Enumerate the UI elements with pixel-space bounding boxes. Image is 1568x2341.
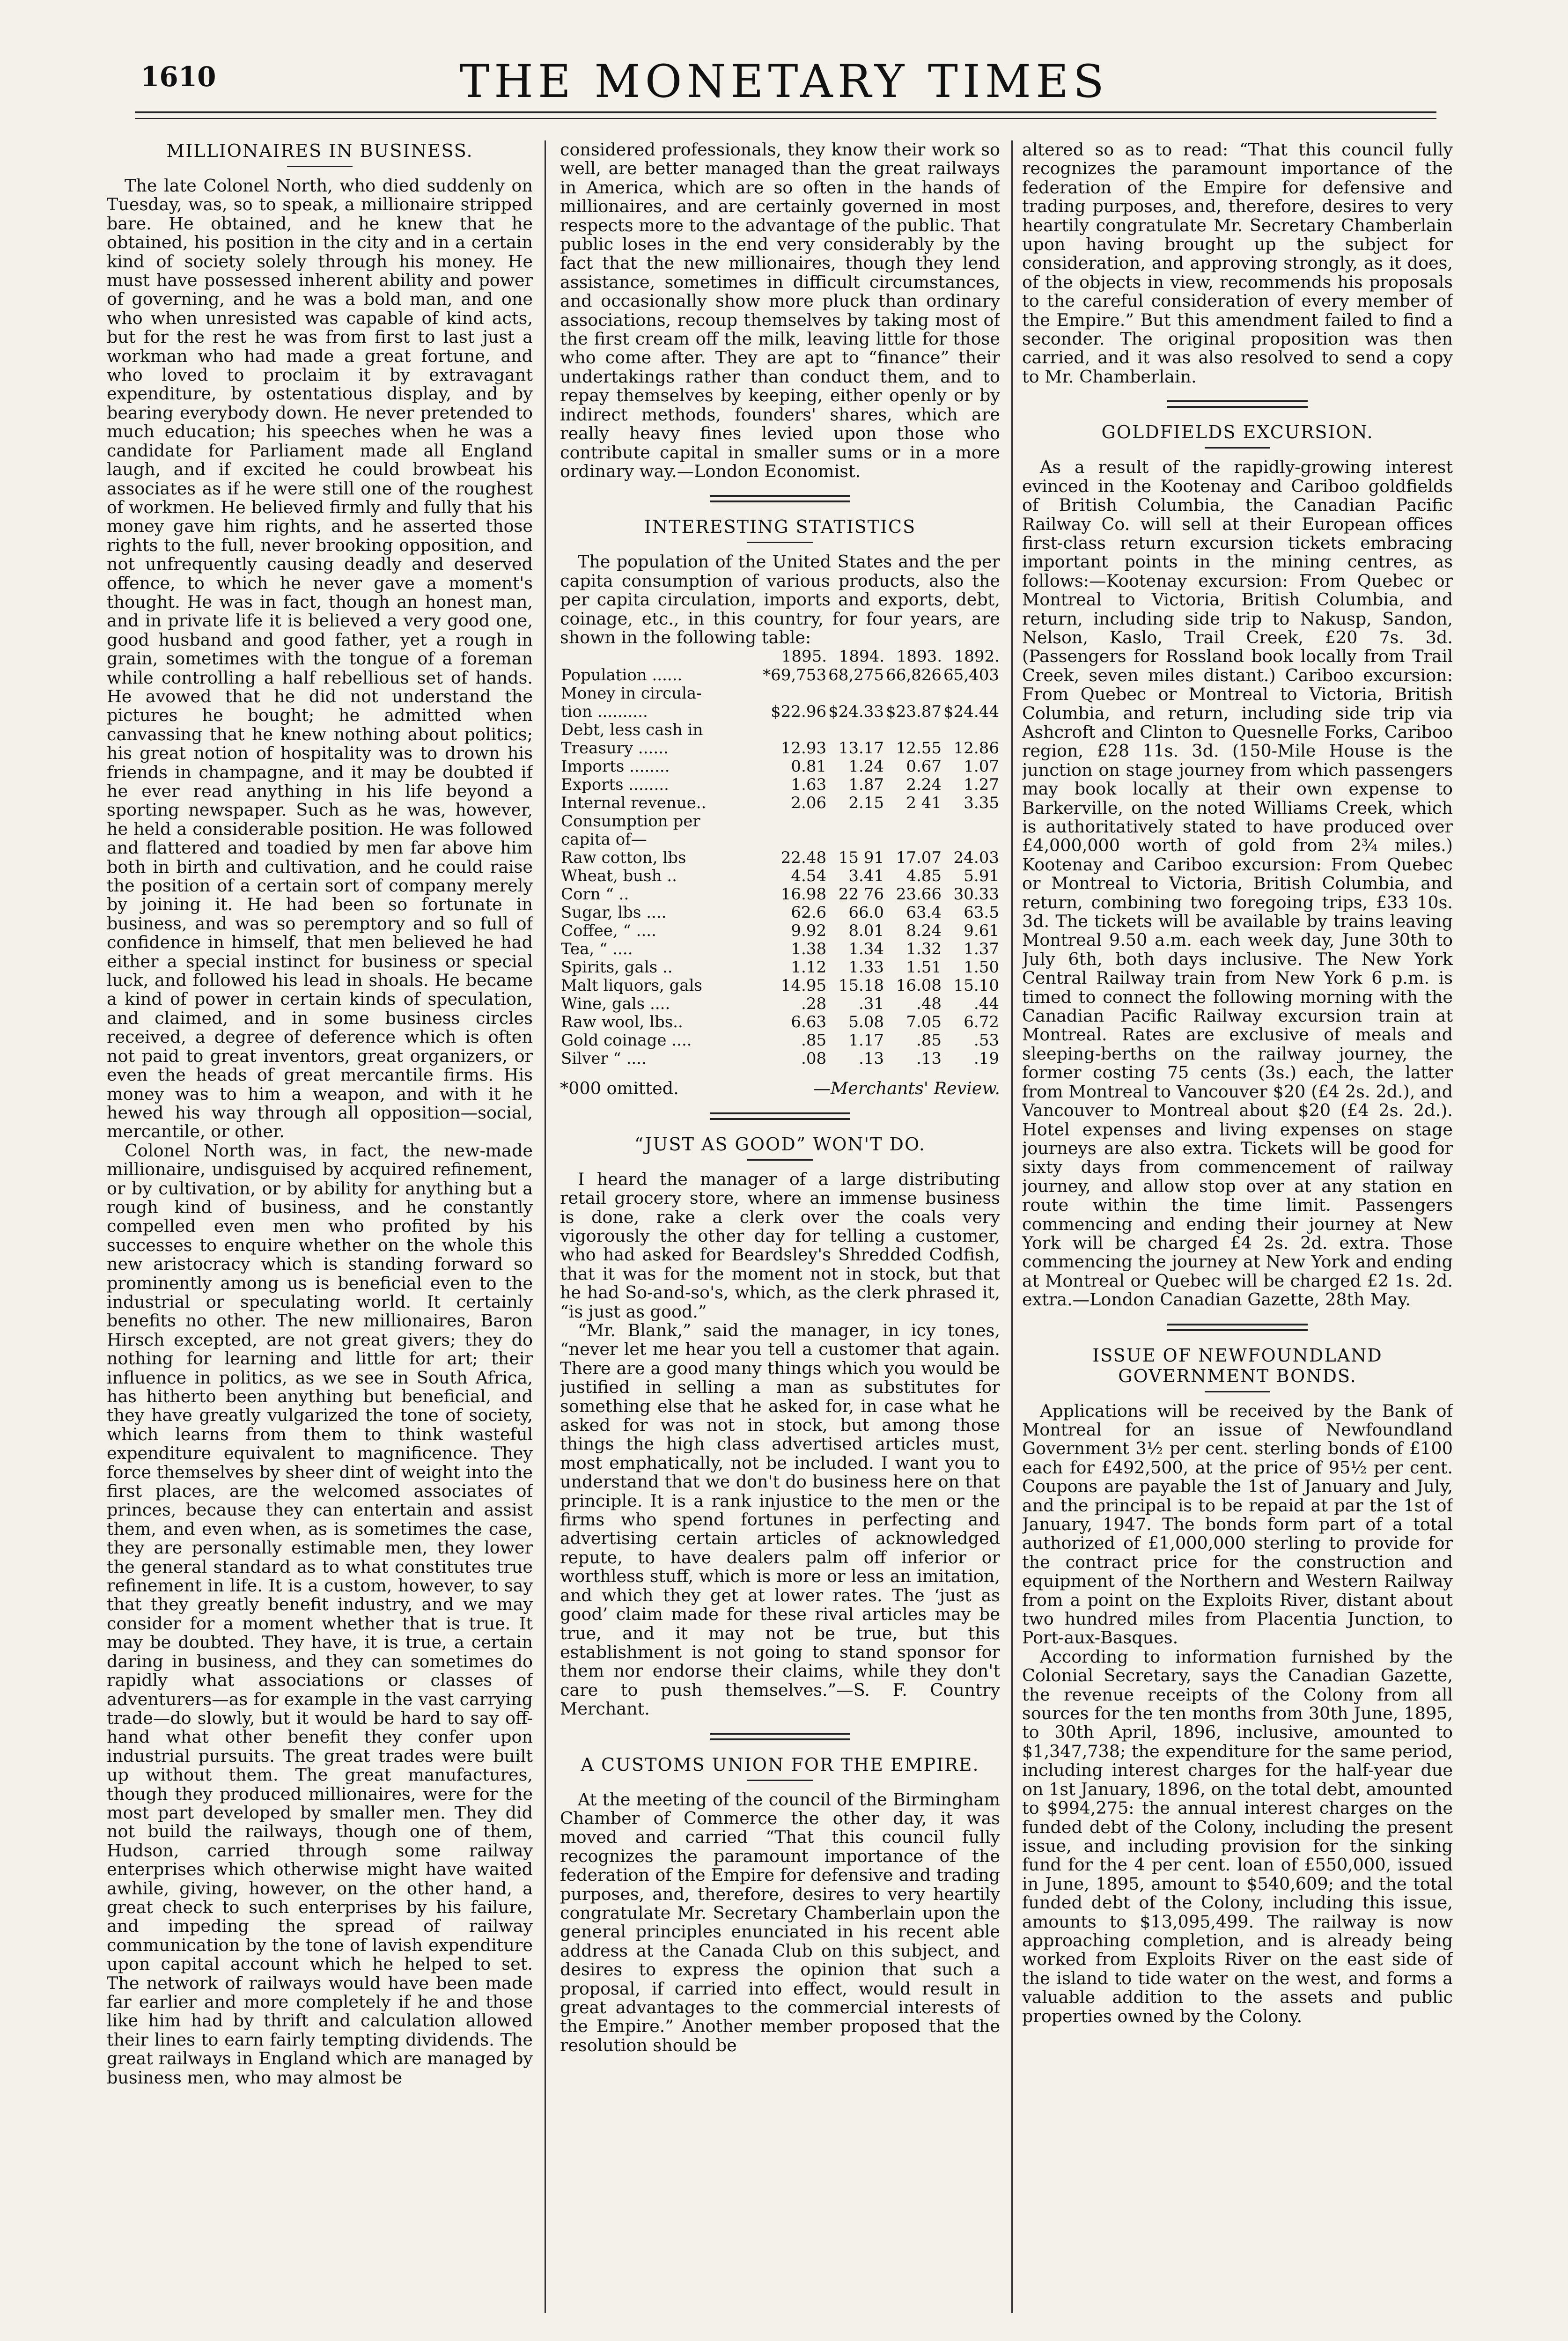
article-title: ISSUE OF NEWFOUNDLAND GOVERNMENT BONDS. bbox=[1092, 1345, 1383, 1386]
table-row bbox=[560, 867, 1000, 885]
table-cell: 1.37 bbox=[964, 940, 999, 959]
table-cell bbox=[942, 812, 1000, 831]
table-cell: 1.33 bbox=[848, 958, 884, 977]
table-cell: 4.54 bbox=[791, 867, 827, 886]
table-cell: 17.07 bbox=[896, 848, 942, 868]
table-cell: .85 bbox=[801, 1031, 827, 1050]
row-label: Coffee, “ .... bbox=[561, 921, 656, 941]
table-cell: 65,403 bbox=[943, 666, 999, 685]
table-row bbox=[560, 849, 1000, 867]
article-title: MILLIONAIRES IN BUSINESS. bbox=[166, 140, 473, 161]
table-row bbox=[560, 685, 1000, 703]
column-3 bbox=[1022, 140, 1453, 2313]
table-cell: 3.35 bbox=[964, 794, 999, 813]
table-cell: 12.93 bbox=[780, 739, 827, 758]
table-cell: 1.50 bbox=[964, 958, 999, 977]
table-cell: .53 bbox=[973, 1031, 999, 1050]
table-cell bbox=[942, 721, 1000, 739]
row-label: Wine, gals .... bbox=[561, 994, 670, 1014]
table-cell: 7.05 bbox=[906, 1013, 942, 1032]
table-row bbox=[560, 1031, 1000, 1050]
table-cell bbox=[885, 831, 942, 849]
table-cell: .08 bbox=[801, 1049, 827, 1068]
table-cell: 68,275 bbox=[828, 666, 884, 685]
table-cell: 14.95 bbox=[780, 976, 827, 995]
article-title: INTERESTING STATISTICS bbox=[644, 516, 916, 537]
year-header: 1895. bbox=[781, 647, 827, 666]
table-cell: 1.87 bbox=[848, 775, 884, 795]
page-number: 1610 bbox=[140, 61, 216, 93]
table-cell: 1.38 bbox=[791, 940, 827, 959]
table-cell: 1.07 bbox=[964, 757, 999, 776]
table-cell: $23.87 bbox=[886, 702, 942, 721]
row-label: Treasury ...... bbox=[561, 739, 669, 758]
table-cell: .13 bbox=[916, 1049, 942, 1068]
statistics-table bbox=[560, 647, 1000, 1068]
table-cell bbox=[827, 831, 885, 849]
section-ornament bbox=[1167, 400, 1308, 408]
table-cell bbox=[827, 812, 885, 831]
section-ornament bbox=[710, 1112, 850, 1120]
table-cell: .44 bbox=[973, 994, 999, 1014]
table-cell: 12.86 bbox=[953, 739, 999, 758]
table-cell: $24.44 bbox=[943, 702, 999, 721]
year-header: 1893. bbox=[896, 647, 942, 666]
table-cell: 5.08 bbox=[848, 1013, 884, 1032]
masthead-rule-thin bbox=[135, 118, 1436, 119]
table-cell: 1.27 bbox=[964, 775, 999, 795]
table-cell: 3.41 bbox=[848, 867, 884, 886]
title-rule bbox=[747, 542, 813, 543]
column-2 bbox=[560, 140, 1000, 2313]
table-cell: 8.24 bbox=[906, 921, 942, 941]
table-cell: 6.63 bbox=[791, 1013, 827, 1032]
paragraph: Applications will be received by the Bank of Montreal for an issue of Newfoundland Government 3½ per cent. sterling bonds of £100 each for £492,500, at the price of 95½ per cent. Coupons are payable the 1st of January and July, and the principal is to be repaid at par the 1st of January, 1947. The bonds form part of a total authorized of £1,000,000 sterling to provide for the contract price for the construction and equipment of the Northern and Western Railway from a point on the Exploits River, distant about two hundred miles from Placentia Junction, to Port-aux-Basques. bbox=[1022, 1400, 1453, 1648]
table-row bbox=[560, 904, 1000, 922]
table-cell bbox=[827, 721, 885, 739]
table-cell: 1.32 bbox=[906, 940, 942, 959]
table-cell: 12.55 bbox=[896, 739, 942, 758]
table-cell: 2.24 bbox=[906, 775, 942, 795]
table-cell: .13 bbox=[858, 1049, 884, 1068]
section-ornament bbox=[710, 1733, 850, 1740]
table-cell bbox=[885, 812, 942, 831]
table-row bbox=[560, 977, 1000, 995]
table-cell: 24.03 bbox=[953, 848, 999, 868]
article-title: A CUSTOMS UNION FOR THE EMPIRE. bbox=[581, 1754, 979, 1775]
table-cell: 66.0 bbox=[848, 903, 884, 922]
table-cell bbox=[885, 685, 942, 703]
row-label: tion .......... bbox=[561, 702, 648, 721]
table-row bbox=[560, 812, 1000, 831]
column-divider bbox=[545, 140, 546, 2313]
table-cell: 16.08 bbox=[896, 976, 942, 995]
table-cell: 63.4 bbox=[906, 903, 942, 922]
table-cell: 1.24 bbox=[848, 757, 884, 776]
row-label: Money in circula- bbox=[561, 684, 702, 703]
row-label: Sugar, lbs .... bbox=[561, 903, 667, 922]
table-cell: $24.33 bbox=[828, 702, 884, 721]
table-cell bbox=[762, 812, 827, 831]
table-cell: 8.01 bbox=[848, 921, 884, 941]
row-label: Malt liquors, gals bbox=[561, 976, 702, 995]
table-row bbox=[560, 1050, 1000, 1068]
paragraph: “Mr. Blank,” said the manager, in icy tones, “never let me hear you tell a customer that again. There are a good many things which you would be justified in selling a man as substitutes for something else that he asked for, in case what he asked for was not in stock, but among those things the high class advertised articles must, most emphatically, not be included. I want you to understand that we don't do business here on that principle. It is a rank injustice to the men or the firms who spend fortunes in perfecting and advertising certain articles of acknowledged repute, to have dealers palm off inferior or worthless stuff, which is more or less an imitation, and which they get at lower rates. The ‘just as good’ claim made for these rival articles may be true, and it may not be true, but this establishment is not going to stand sponsor for them nor endorse their claims, while they don't care to push themselves.”—S. F. Country Merchant. bbox=[560, 1320, 1000, 1719]
table-row bbox=[560, 885, 1000, 904]
table-cell: 15.18 bbox=[838, 976, 884, 995]
table-cell: 22.48 bbox=[780, 848, 827, 868]
table-footer bbox=[560, 1079, 1000, 1098]
table-cell: 15.10 bbox=[953, 976, 999, 995]
row-label: Population ...... bbox=[561, 666, 683, 685]
table-header-row bbox=[560, 647, 1000, 666]
year-header: 1892. bbox=[954, 647, 1000, 666]
table-row bbox=[560, 794, 1000, 812]
article-title: “JUST AS GOOD” WON'T DO. bbox=[634, 1134, 926, 1155]
row-label: Wheat, bush .. bbox=[561, 867, 677, 886]
row-label: Spirits, gals .. bbox=[561, 958, 673, 977]
masthead-rule bbox=[135, 111, 1436, 113]
table-row bbox=[560, 721, 1000, 739]
row-label: Imports ........ bbox=[561, 757, 670, 776]
footnote: *000 omitted. bbox=[560, 1078, 679, 1099]
table-cell bbox=[942, 831, 1000, 849]
table-cell: .48 bbox=[916, 994, 942, 1014]
year-header: 1894. bbox=[839, 647, 885, 666]
table-cell bbox=[942, 685, 1000, 703]
row-label: Debt, less cash in bbox=[561, 721, 703, 740]
table-row bbox=[560, 758, 1000, 776]
table-row bbox=[560, 1013, 1000, 1031]
table-row bbox=[560, 995, 1000, 1013]
table-row bbox=[560, 831, 1000, 849]
row-label: Internal revenue.. bbox=[561, 794, 707, 813]
table-cell: 16.98 bbox=[780, 885, 827, 904]
table-row bbox=[560, 940, 1000, 958]
table-row bbox=[560, 776, 1000, 794]
section-ornament bbox=[710, 495, 850, 502]
paragraph: At the meeting of the council of the Birmingham Chamber of Commerce the other day, it was moved and carried “That this council fully recognizes the paramount importance of the federation of the Empire for defensive and trading purposes, and, therefore, desires to very heartily congratulate Mr. Secretary Chamberlain upon the general principles enunciated in his recent able address at the Canada Club on this subject, and desires to express the opinion that such a proposal, if carried into effect, would result in great advantages to the commercial interests of the Empire.” Another member proposed that the resolution should be bbox=[560, 1789, 1000, 2055]
table-cell: 0.81 bbox=[791, 757, 827, 776]
table-cell bbox=[762, 685, 827, 703]
table-cell: 1.63 bbox=[791, 775, 827, 795]
table-cell: *69,753 bbox=[763, 666, 827, 685]
paragraph: The late Colonel North, who died suddenly on Tuesday, was, so to speak, a millionaire stripped bare. He obtained, and he knew that he obtained, his position in the city and in a certain kind of society solely through his money. He must have possessed inherent ability and power of governing, and he was a bold man, and one who when unresisted was capable of kind acts, but for the rest he was from first to last just a workman who had made a great fortune, and who loved to proclaim it by extravagant expenditure, by ostentatious display, and by bearing everybody down. He never pretended to much education; his speeches when he was a candidate for Parliament made all England laugh, and if excited he could browbeat his associates as if he were still one of the roughest of workmen. He believed firmly and fully that his money gave him rights, and he asserted those rights to the full, never brooking opposition, and not unfrequently causing deadly and deserved offence, to which he never gave a moment's thought. He was in fact, though an honest man, and in private life it is believed a very good one, good husband and good father, yet a rough in grain, sometimes with the tongue of a foreman while controlling a half rebellious set of hands. He avowed that he did not understand the pictures he bought; he admitted when canvassing that he knew nothing about politics; his great notion of hospitality was to drown his friends in champagne, and it may be doubted if he ever read anything in his life beyond a sporting newspaper. Such as he was, however, he held a considerable position. He was followed and flattered and toadied by men far above him both in birth and cultivation, and he could raise the position of a certain sort of company merely by joining it. He had been so fortunate in business, and was so peremptory and so full of confidence in himself, that men believed he had either a special instinct for business or special luck, and followed his lead in shoals. He became a kind of power in certain kinds of speculation, and claimed, and in some business circles received, a degree of deference which is often not paid to great inventors, great organizers, or even the heads of great mercantile firms. His money was to him a weapon, and with it he hewed his way through all opposition—social, mercantile, or other. bbox=[107, 176, 533, 1142]
table-cell: 23.66 bbox=[896, 885, 942, 904]
article-title: GOLDFIELDS EXCURSION. bbox=[1101, 422, 1374, 443]
table-row bbox=[560, 666, 1000, 685]
table-cell: 1.12 bbox=[791, 958, 827, 977]
table-cell: .19 bbox=[973, 1049, 999, 1068]
paragraph: I heard the manager of a large distributing retail grocery store, where an immense business is done, rake a clerk over the coals very vigorously the other day for telling a customer, who had asked for Beardsley's Shredded Codfish, that it was for the moment not in stock, but that he had So-and-so's, which, as the clerk phrased it, “is just as good.” bbox=[560, 1169, 1000, 1322]
table-cell: 1.34 bbox=[848, 940, 884, 959]
table-cell: 62.6 bbox=[791, 903, 827, 922]
title-rule bbox=[287, 166, 353, 167]
table-cell: 0.67 bbox=[906, 757, 942, 776]
table-cell: 6.72 bbox=[964, 1013, 999, 1032]
table-cell: 2.15 bbox=[848, 794, 884, 813]
table-cell: 22 76 bbox=[838, 885, 884, 904]
table-cell bbox=[827, 685, 885, 703]
row-label: Gold coinage .... bbox=[561, 1031, 692, 1050]
table-row bbox=[560, 922, 1000, 940]
table-cell: 13.17 bbox=[838, 739, 884, 758]
table-cell: 2 41 bbox=[906, 794, 942, 813]
table-cell: 4.85 bbox=[906, 867, 942, 886]
table-cell: 66,826 bbox=[886, 666, 942, 685]
section-ornament bbox=[1167, 1324, 1308, 1331]
row-label: capita of— bbox=[561, 830, 647, 849]
table-cell: 9.61 bbox=[964, 921, 999, 941]
column-divider bbox=[1011, 140, 1013, 2313]
row-label: Raw cotton, lbs bbox=[561, 848, 686, 868]
paragraph: As a result of the rapidly-growing interest evinced in the Kootenay and Cariboo goldfields of British Columbia, the Canadian Pacific Railway Co. will sell at their European offices first-class return excursion tickets embracing important points in the mining centres, as follows:—Kootenay excursion: From Quebec or Montreal to Victoria, British Columbia, and return, including side trip to Nakusp, Sandon, Nelson, Kaslo, Trail Creek, £20 7s. 3d. (Passengers for Rossland book locally from Trail Creek, seven miles distant.) Cariboo excursion: From Quebec or Montreal to Victoria, British Columbia, and return, including side trip via Ashcroft and Clinton to Quesnelle Forks, Cariboo region, £28 11s. 3d. (150-Mile House is the junction on stage journey from which passengers may book locally at their own expense to Barkerville, on the noted Williams Creek, which is authoritatively stated to have produced over £4,000,000 worth of gold from 2¾ miles.) Kootenay and Cariboo excursion: From Quebec or Montreal to Victoria, British Columbia, and return, combining two foregoing trips, £33 10s. 3d. The tickets will be available by trains leaving Montreal 9.50 a.m. each week day, June 30th to July 6th, both days inclusive. The New York Central Railway train from New York 6 p.m. is timed to connect the following morning with the Canadian Pacific Railway excursion train at Montreal. Rates are exclusive of meals and sleeping-berths on the railway journey, the former costing 75 cents (3s.) each, the latter from Montreal to Vancouver $20 (£4 2s. 2d.), and Vancouver to Montreal about $20 (£4 2s. 2d.). Hotel expenses and living expenses on stage journeys are also extra. Tickets will be good for sixty days from commencement of railway journey, and allow stop over at any station en route within the time limit. Passengers commencing and ending their journey at New York will be charged £4 2s. 2d. extra. Those commencing the journey at New York and ending at Montreal or Quebec will be charged £2 1s. 2d. extra.—London Canadian Gazette, 28th May. bbox=[1022, 457, 1453, 1310]
title-rule bbox=[1205, 447, 1270, 449]
column-1 bbox=[107, 140, 533, 2313]
table-cell bbox=[885, 721, 942, 739]
table-cell: .85 bbox=[916, 1031, 942, 1050]
table-cell: 1.51 bbox=[906, 958, 942, 977]
table-row bbox=[560, 958, 1000, 977]
table-cell: 5.91 bbox=[964, 867, 999, 886]
table-cell: 1.17 bbox=[848, 1031, 884, 1050]
title-rule bbox=[747, 1780, 813, 1781]
table-row bbox=[560, 703, 1000, 721]
table-cell: 9.92 bbox=[791, 921, 827, 941]
table-row bbox=[560, 739, 1000, 758]
source-credit: —Merchants' Review. bbox=[813, 1078, 1000, 1099]
table-cell: 30.33 bbox=[953, 885, 999, 904]
table-cell: 15 91 bbox=[838, 848, 884, 868]
row-label: Raw wool, lbs.. bbox=[561, 1013, 683, 1032]
masthead: THE MONETARY TIMES bbox=[459, 55, 1109, 108]
row-label: Silver “ .... bbox=[561, 1049, 647, 1068]
table-cell: 63.5 bbox=[964, 903, 999, 922]
row-label: Corn “ .. bbox=[561, 885, 629, 904]
paragraph: considered professionals, they know their work so well, are better managed than the great railways in America, which are so often in the hands of millionaires, and are certainly governed in most respects more to the advantage of the public. That public loses in the end very considerably by the fact that the new millionaires, though they lend assistance, sometimes in difficult circumstances, and occasionally show more pluck than ordinary associations, recoup themselves by taking most of the first cream off the milk, leaving little for those who come after. They are apt to “finance” their undertakings rather than conduct them, and to repay themselves by keeping, either openly or by indirect methods, founders' shares, which are really heavy fines levied upon those who contribute capital in smaller sums or in a more ordinary way.—London Economist. bbox=[560, 140, 1000, 481]
paragraph: The population of the United States and the per capita consumption of various products, also the per capita circulation, imports and exports, debt, coinage, etc., in this country, for four years, are shown in the following table: bbox=[560, 552, 1000, 648]
paragraph: altered so as to read: “That this council fully recognizes the paramount importance of the federation of the Empire for defensive and trading purposes, and, therefore, desires to very heartily congratulate Mr. Secretary Chamberlain upon having brought up the subject for consideration, and approving strongly, as it does, of the objects in view, recommends his proposals to the careful consideration of every member of the Empire.” But this amendment failed to find a seconder. The original proposition was then carried, and it was also resolved to send a copy to Mr. Chamberlain. bbox=[1022, 140, 1453, 387]
row-label: Exports ........ bbox=[561, 775, 669, 795]
table-cell: .28 bbox=[801, 994, 827, 1014]
row-label: Tea, “ .... bbox=[561, 940, 633, 959]
table-cell bbox=[762, 721, 827, 739]
paragraph: According to information furnished by the Colonial Secretary, says the Canadian Gazette, the revenue receipts of the Colony from all sources for the ten months from 30th June, 1895, to 30th April, 1896, inclusive, amounted to $1,347,738; the expenditure for the same period, including interest charges for the half-year due on 1st January, 1896, on the total debt, amounted to $994,275: the annual interest charges on the funded debt of the Colony, including the present issue, and including provision for the sinking fund for the 4 per cent. loan of £550,000, issued in June, 1895, amount to $540,609; and the total funded debt of the Colony, including this issue, amounts to $13,095,499. The railway is now approaching completion, and is already being worked from Exploits River on the east side of the island to tide water on the west, and forms a valuable addition to the assets and public properties owned by the Colony. bbox=[1022, 1646, 1453, 2026]
row-label: Consumption per bbox=[561, 812, 700, 831]
title-rule bbox=[747, 1159, 813, 1161]
table-cell: 2.06 bbox=[791, 794, 827, 813]
table-cell: $22.96 bbox=[771, 702, 827, 721]
table-cell bbox=[762, 831, 827, 849]
title-rule bbox=[1205, 1391, 1270, 1392]
paragraph: Colonel North was, in fact, the new-made millionaire, undisguised by acquired refinement, or by cultivation, or by ability for anything but a rough kind of business, and he constantly compelled even men who profited by his successes to enquire whether on the whole this new aristocracy which is standing forward so prominently among us is beneficial even to the industrial or speculating world. It certainly benefits no other. The new millionaires, Baron Hirsch excepted, are not great givers; they do nothing for learning and little for art; their influence in politics, as we see in South Africa, has hitherto been anything but beneficial, and they have greatly vulgarized the tone of society, which learns from them to think wasteful expenditure equivalent to magnificence. They force themselves by sheer dint of weight into the first places, are the welcomed associates of princes, because they can entertain and assist them, and even when, as is sometimes the case, they are personally estimable men, they lower the general standard as to what constitutes true refinement in life. It is a custom, however, to say that they greatly benefit industry, and we may consider for a moment whether that is true. It may be doubted. They have, it is true, a certain daring in business, and they can sometimes do rapidly what associations or classes of adventurers—as for example in the vast carrying trade—do slowly, but it would be hard to say off-hand what other benefit they confer upon industrial pursuits. The great trades were built up without them. The great manufactures, though they produced millionaires, were for the most part developed by smaller men. They did not build the railways, though one of them, Hudson, carried through some railway enterprises which otherwise might have waited awhile, giving, however, on the other hand, a great check to such enterprises by his failure, and impeding the spread of railway communication by the tone of lavish expenditure upon capital account which he helped to set. The network of railways would have been made far earlier and more completely if he and those like him had by thrift and calculation allowed their lines to earn fairly tempting dividends. The great railways in England which are managed by business men, who may almost be bbox=[107, 1140, 533, 2088]
table-cell: .31 bbox=[858, 994, 884, 1014]
